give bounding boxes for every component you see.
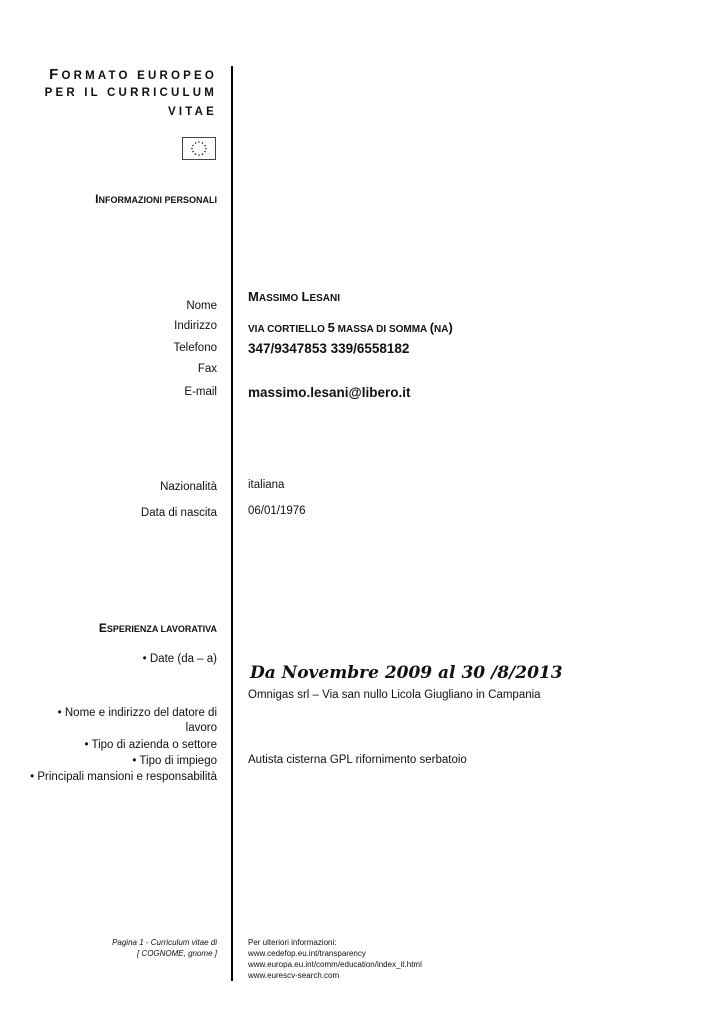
birth-date-value: 06/01/1976 [248,505,306,517]
section-personal-info: INFORMAZIONI PERSONALI [95,192,217,206]
address-label: Indirizzo [174,320,217,332]
duties-label: • Principali mansioni e responsabilità [30,771,217,783]
fax-label: Fax [197,363,217,375]
footer-link-cedefop[interactable]: www.cedefop.eu.int/transparency [248,949,366,958]
phone-value: 347/9347853 339/6558182 [248,341,410,356]
eu-flag-icon [182,137,216,160]
footer-page-info [112,937,217,959]
job-type-label: • Tipo di impiego [132,755,217,767]
nationality-label: Nazionalità [160,481,217,493]
sector-label: • Tipo di azienda o settore [84,739,217,751]
footer-link-europa[interactable]: www.europa.eu.int/comm/education/index_it.html [248,960,422,969]
name-value: MASSIMO LESANI [248,289,341,304]
employer-value: Omnigas srl – Via san nullo Licola Giugliano in Campania [248,689,541,701]
dates-value: Da Novembre 2009 al 30 /8/2013 [250,663,563,683]
nationality-value: italiana [248,479,285,491]
employer-label-line-2: lavoro [185,722,217,734]
dates-label: • Date (da – a) [142,653,217,665]
footer-more-info [248,937,422,981]
address-value: VIA CORTIELLO 5 MASSA DI SOMMA (NA) [248,320,453,335]
employer-label-line-1: • Nome e indirizzo del datore di [57,707,217,719]
footer-link-eurescv[interactable]: www.eurescv-search.com [248,971,340,980]
section-work-experience: ESPERIENZA LAVORATIVA [98,621,217,635]
footer-info-heading: Per ulteriori informazioni: [248,938,337,947]
email-label: E-mail [184,386,217,398]
cv-title-line-3: VITAE [167,106,217,118]
birth-date-label: Data di nascita [140,507,217,519]
cv-title-line-2: PER IL CURRICULUM [44,87,217,99]
footer-page-line-1: Pagina 1 - Curriculum vitae di [112,938,217,947]
cv-title-line-1: FORMATO EUROPEO [49,66,217,83]
name-label: Nome [186,300,217,312]
footer-page-line-2: [ COGNOME, gnome ] [136,949,217,958]
job-type-value: Autista cisterna GPL rifornimento serbatoio [248,754,467,766]
vertical-divider [231,66,233,981]
phone-label: Telefono [173,342,217,354]
email-value: massimo.lesani@libero.it [248,385,411,400]
eu-stars-icon [183,138,215,159]
